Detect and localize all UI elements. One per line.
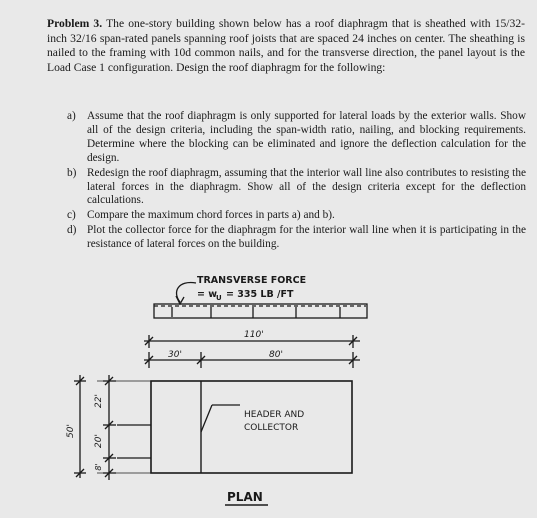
part-label: c) [67, 209, 76, 222]
dim-right-label: 80' [269, 350, 283, 360]
part-text: Assume that the roof diaphragm is only supported for lateral loads by the exterior walls. Show all of the design criteria, including the span-width ratio, nailing, and blocking requirements. Determine where the blocking can be eliminated and ignore the deflection calculation for the design. [87, 110, 526, 164]
dim-bottom-label: 8' [94, 463, 103, 471]
dim-top-label: 22' [94, 394, 104, 408]
force-subscript: U [216, 294, 222, 302]
force-prefix: = w [197, 289, 218, 300]
dim-height-label: 50' [66, 424, 76, 438]
problem-text: The one-story building shown below has a roof diaphragm that is sheathed with 15/32-inch 32/16 span-rated panels spanning roof joists that are spaced 24 inches on center. The sheathing is nailed to the framing with 10d common nails, and for the transverse direction, the panel layout is the Load Case 1 configuration. Design the roof diaphragm for the following: [47, 17, 525, 74]
dim-mid-label: 20' [94, 434, 104, 448]
leader-line [201, 405, 212, 432]
force-arrowhead-icon [176, 296, 184, 304]
force-title: TRANSVERSE FORCE [197, 275, 307, 286]
part-label: b) [67, 166, 77, 179]
force-curve-icon [177, 283, 196, 302]
part-label: d) [67, 224, 77, 237]
part-label: a) [67, 110, 76, 122]
header-label-line2: COLLECTOR [244, 423, 299, 433]
problem-label: Problem 3. [47, 17, 103, 30]
part-text: Compare the maximum chord forces in parts a) and b). [87, 209, 335, 222]
dim-total-label: 110' [244, 330, 264, 340]
force-value: = 335 LB /FT [226, 289, 294, 300]
part-text: Redesign the roof diaphragm, assuming that the interior wall line also contributes to resisting the lateral forces in the diaphragm. Show all of the design criteria except for the deflection calculations. [87, 166, 526, 207]
dim-left-label: 30' [168, 350, 182, 360]
load-arrows [172, 307, 340, 318]
plan-label: PLAN [227, 490, 263, 504]
header-label-line1: HEADER AND [244, 410, 305, 420]
part-text: Plot the collector force for the diaphragm for the interior wall line when it is participating in the resistance of lateral forces on the building. [87, 224, 526, 251]
